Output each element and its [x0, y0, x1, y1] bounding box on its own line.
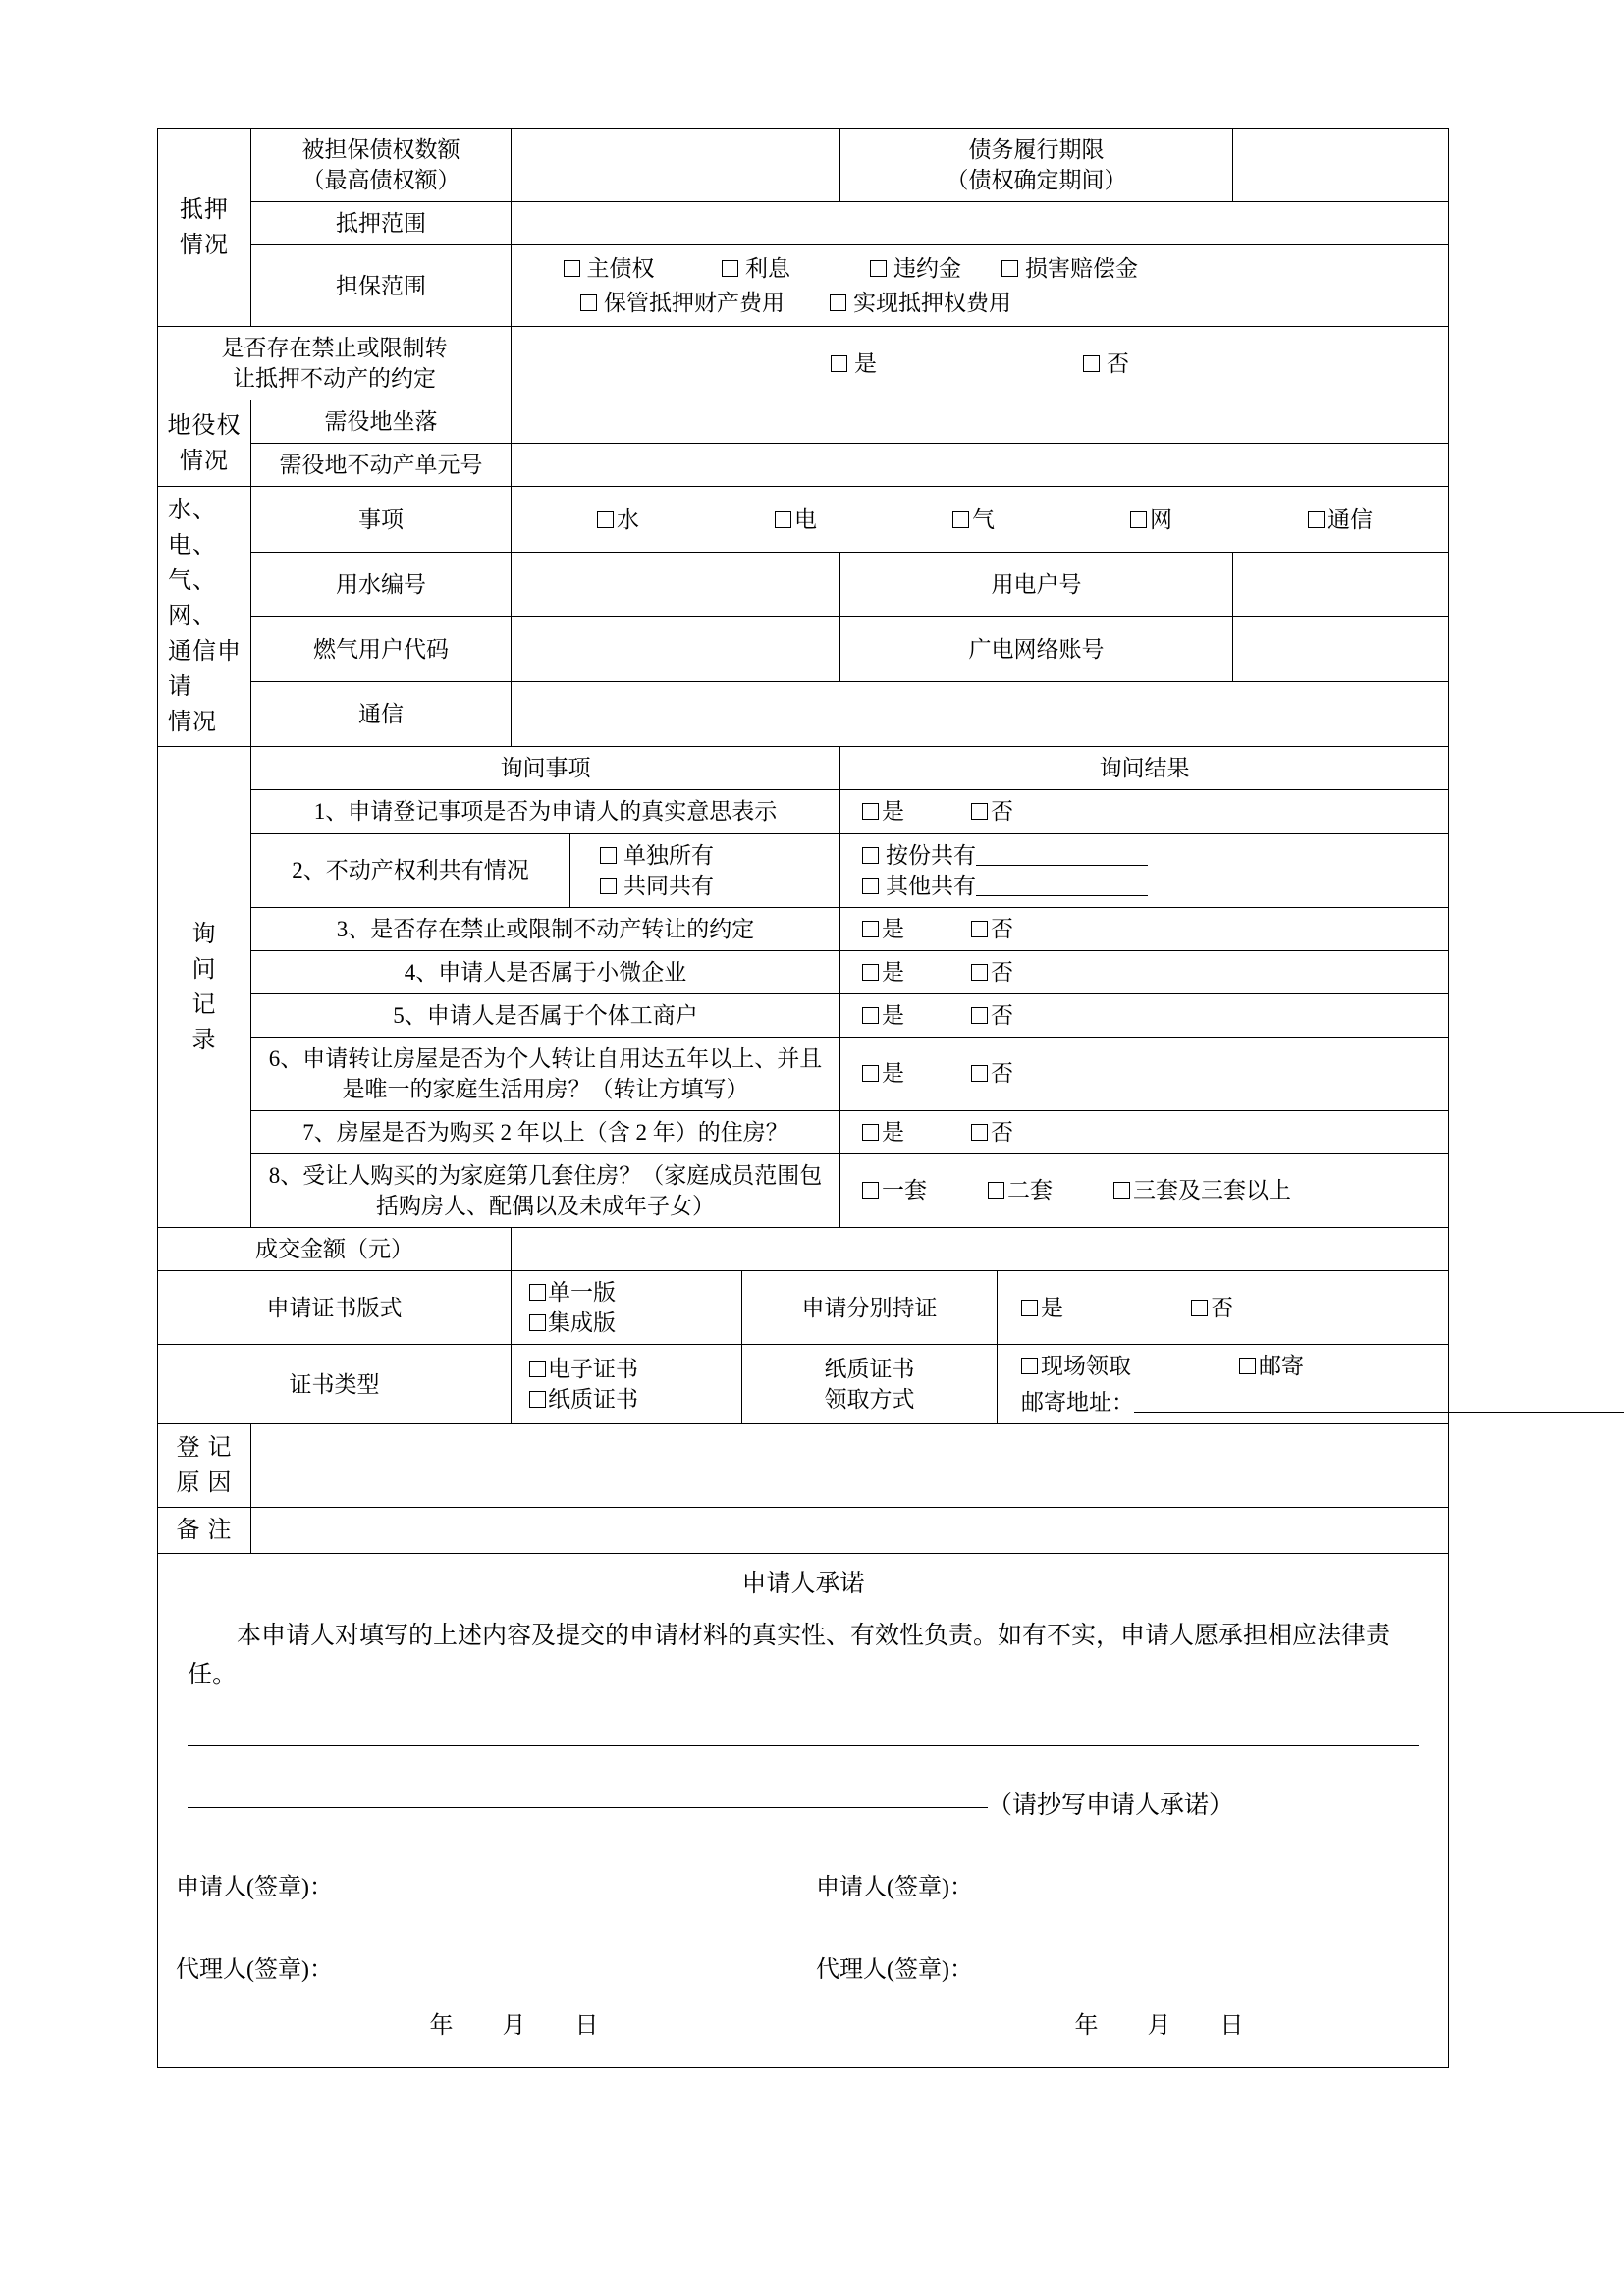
receive-option-onsite[interactable]: 现场领取 — [1021, 1351, 1131, 1381]
promise-body: 本申请人对填写的上述内容及提交的申请材料的真实性、有效性负责。如有不实，申请人愿承担相应法律责任。 — [188, 1622, 1391, 1688]
checkbox-icon[interactable] — [830, 294, 846, 311]
checkbox-icon[interactable] — [1113, 1182, 1130, 1199]
easement-row-2 — [158, 444, 1449, 487]
secured-claim-value[interactable] — [512, 129, 840, 202]
promise-copy-note: （请抄写申请人承诺） — [988, 1791, 1234, 1819]
inquiry-col-result: 询问结果 — [840, 747, 1449, 790]
mortgage-row-2 — [158, 202, 1449, 245]
sub-option-joint[interactable]: 共同共有 — [600, 871, 832, 901]
water-no-label: 用水编号 — [251, 552, 512, 616]
checkbox-icon[interactable] — [1083, 355, 1100, 372]
answer-yes[interactable]: 是 — [862, 914, 904, 944]
debt-term-value[interactable] — [1233, 129, 1449, 202]
inquiry-row-8 — [158, 1153, 1449, 1227]
inquiry-question-7: 7、房屋是否为购买 2 年以上（含 2 年）的住房？ — [251, 1110, 840, 1153]
register-reason-row — [158, 1424, 1449, 1508]
mortgage-scope-label: 抵押范围 — [251, 202, 512, 245]
promise-title: 申请人承诺 — [741, 1571, 865, 1598]
inquiry-answer-2 — [840, 833, 1449, 907]
utility-option-gas[interactable]: 气 — [952, 505, 995, 535]
separate-hold-label: 申请分别持证 — [742, 1271, 998, 1345]
date-field-1[interactable]: 年 月 日 — [429, 2012, 621, 2039]
guarantee-option-interest[interactable]: 利息 — [682, 253, 830, 284]
result-option-other[interactable]: 其他共有 — [862, 871, 1440, 901]
checkbox-icon[interactable] — [862, 847, 879, 864]
utilities-row-1 — [158, 487, 1449, 552]
electric-no-value[interactable] — [1233, 552, 1449, 616]
inquiry-answer-8 — [840, 1153, 1449, 1227]
inquiry-answer-1 — [840, 790, 1449, 833]
remark-value[interactable] — [251, 1508, 1449, 1554]
inquiry-col-question: 询问事项 — [251, 747, 840, 790]
inquiry-row-7 — [158, 1110, 1449, 1153]
checkbox-icon[interactable] — [952, 511, 969, 528]
water-no-value[interactable] — [512, 552, 840, 616]
checkbox-icon[interactable] — [1130, 511, 1147, 528]
checkbox-icon[interactable] — [831, 355, 847, 372]
mortgage-scope-value[interactable] — [512, 202, 1449, 245]
checkbox-icon[interactable] — [862, 1065, 879, 1082]
inquiry-row-1 — [158, 790, 1449, 833]
mortgage-restriction-row — [158, 327, 1449, 400]
promise-row — [158, 1554, 1449, 2068]
checkbox-icon[interactable] — [862, 1182, 879, 1199]
checkbox-icon[interactable] — [971, 921, 988, 937]
checkbox-icon[interactable] — [971, 1007, 988, 1024]
mortgage-row-3 — [158, 245, 1449, 327]
remark-row — [158, 1508, 1449, 1554]
version-option-single[interactable]: 单一版 — [519, 1277, 733, 1308]
signature-gap — [158, 1903, 1448, 1954]
mortgage-restriction-options — [512, 327, 1449, 400]
utilities-section-label: 水、电、 气、网、 通信申请 情况 — [158, 487, 251, 747]
checkbox-icon[interactable] — [722, 260, 738, 277]
signature-area — [158, 1823, 1448, 2067]
utilities-row-3 — [158, 616, 1449, 681]
applicant-signature-2[interactable]: 申请人(签章)： — [816, 1874, 973, 1900]
separate-hold-options — [998, 1271, 1449, 1345]
amount-row — [158, 1227, 1449, 1270]
checkbox-icon[interactable] — [1239, 1358, 1256, 1374]
answer-no[interactable]: 否 — [971, 796, 1013, 827]
gas-code-value[interactable] — [512, 616, 840, 681]
utility-option-telecom[interactable]: 通信 — [1308, 505, 1373, 535]
agent-signature-2[interactable]: 代理人(签章)： — [816, 1957, 973, 1984]
mail-address-field[interactable] — [1134, 1395, 1624, 1413]
promise-write-line-2-row — [158, 1746, 1448, 1823]
applicant-signature-row — [158, 1872, 1448, 1903]
checkbox-icon[interactable] — [580, 294, 597, 311]
checkbox-icon[interactable] — [597, 511, 614, 528]
utilities-item-label: 事项 — [251, 487, 512, 552]
inquiry-answer-5 — [840, 993, 1449, 1037]
inquiry-question-3: 3、是否存在禁止或限制不动产转让的约定 — [251, 907, 840, 950]
telecom-label: 通信 — [251, 682, 512, 747]
inquiry-question-2: 2、不动产权利共有情况 — [251, 833, 570, 907]
amount-label: 成交金额（元） — [158, 1227, 512, 1270]
remark-label: 备 注 — [158, 1508, 251, 1554]
separate-hold-no[interactable]: 否 — [1191, 1293, 1233, 1323]
other-blank-field[interactable] — [976, 879, 1148, 896]
gas-code-label: 燃气用户代码 — [251, 616, 512, 681]
inquiry-row-4 — [158, 950, 1449, 993]
checkbox-icon[interactable] — [600, 847, 617, 864]
inquiry-section-label: 询 问 记 录 — [158, 747, 251, 1228]
restriction-option-yes[interactable]: 是 — [831, 348, 877, 379]
sub-option-sole[interactable]: 单独所有 — [600, 840, 832, 871]
utility-option-water[interactable]: 水 — [597, 505, 639, 535]
inquiry-question-6: 6、申请转让房屋是否为个人转让自用达五年以上、并且是唯一的家庭生活用房？（转让方填写） — [251, 1037, 840, 1110]
checkbox-icon[interactable] — [971, 964, 988, 981]
inquiry-question-1: 1、申请登记事项是否为申请人的真实意思表示 — [251, 790, 840, 833]
date-row — [158, 1987, 1448, 2042]
checkbox-icon[interactable] — [862, 1007, 879, 1024]
easement-row-1 — [158, 400, 1449, 444]
version-option-integrated[interactable]: 集成版 — [519, 1308, 733, 1338]
inquiry-question-2-suboptions — [570, 833, 840, 907]
checkbox-icon[interactable] — [971, 1065, 988, 1082]
certificate-version-label: 申请证书版式 — [158, 1271, 512, 1345]
easement-unit-no-label: 需役地不动产单元号 — [251, 444, 512, 487]
electric-no-label: 用电户号 — [840, 552, 1233, 616]
checkbox-icon[interactable] — [1308, 511, 1325, 528]
checkbox-icon[interactable] — [862, 803, 879, 820]
checkbox-icon[interactable] — [1021, 1300, 1038, 1316]
tv-account-label: 广电网络账号 — [840, 616, 1233, 681]
certificate-type-options — [512, 1345, 742, 1424]
utilities-row-2 — [158, 552, 1449, 616]
inquiry-answer-3 — [840, 907, 1449, 950]
checkbox-icon[interactable] — [862, 1124, 879, 1141]
guarantee-option-custody-fee[interactable]: 保管抵押财产费用 — [535, 288, 830, 318]
secured-claim-label: 被担保债权数额 （最高债权额） — [251, 129, 512, 202]
date-field-2[interactable]: 年 月 日 — [1074, 2012, 1266, 2039]
registration-form-table — [157, 128, 1449, 2068]
checkbox-icon[interactable] — [1001, 260, 1018, 277]
register-reason-value[interactable] — [251, 1424, 1449, 1508]
checkbox-icon[interactable] — [971, 1124, 988, 1141]
utility-option-electric[interactable]: 电 — [775, 505, 817, 535]
guarantee-scope-label: 担保范围 — [251, 245, 512, 327]
inquiry-answer-6 — [840, 1037, 1449, 1110]
easement-unit-no-value[interactable] — [512, 444, 1449, 487]
result-option-share[interactable]: 按份共有 — [862, 840, 1440, 871]
debt-term-label: 债务履行期限 （债权确定期间） — [840, 129, 1233, 202]
receive-options — [998, 1345, 1449, 1424]
guarantee-option-penalty[interactable]: 违约金 — [830, 253, 1001, 284]
inquiry-row-6 — [158, 1037, 1449, 1110]
receive-option-mail[interactable]: 邮寄 — [1239, 1351, 1304, 1381]
checkbox-icon[interactable] — [971, 803, 988, 820]
mortgage-section-label: 抵押 情况 — [158, 129, 251, 327]
agent-signature-row — [158, 1954, 1448, 1986]
mortgage-row-1 — [158, 129, 1449, 202]
inquiry-answer-4 — [840, 950, 1449, 993]
inquiry-row-2 — [158, 833, 1449, 907]
tv-account-value[interactable] — [1233, 616, 1449, 681]
checkbox-icon[interactable] — [1191, 1300, 1208, 1316]
agent-signature-1[interactable]: 代理人(签章)： — [176, 1957, 333, 1984]
type-option-paper[interactable]: 纸质证书 — [519, 1384, 733, 1415]
promise-block — [158, 1554, 1449, 2068]
easement-location-label: 需役地坐落 — [251, 400, 512, 444]
guarantee-scope-options — [512, 245, 1449, 327]
certificate-version-options — [512, 1271, 742, 1345]
inquiry-question-8: 8、受让人购买的为家庭第几套住房？（家庭成员范围包括购房人、配偶以及未成年子女） — [251, 1153, 840, 1227]
easement-location-value[interactable] — [512, 400, 1449, 444]
certificate-type-row — [158, 1345, 1449, 1424]
answer-no[interactable]: 否 — [971, 1117, 1013, 1148]
answer-yes[interactable]: 是 — [862, 1117, 904, 1148]
inquiry-row-3 — [158, 907, 1449, 950]
checkbox-icon[interactable] — [1021, 1358, 1038, 1374]
register-reason-label: 登 记 原 因 — [158, 1424, 251, 1508]
checkbox-icon[interactable] — [529, 1314, 546, 1331]
restriction-option-no[interactable]: 否 — [1083, 348, 1129, 379]
utility-option-network[interactable]: 网 — [1130, 505, 1172, 535]
answer-no[interactable]: 否 — [971, 1000, 1013, 1031]
inquiry-row-5 — [158, 993, 1449, 1037]
applicant-signature-1[interactable]: 申请人(签章)： — [176, 1874, 333, 1900]
checkbox-icon[interactable] — [564, 260, 580, 277]
checkbox-icon[interactable] — [862, 921, 879, 937]
guarantee-option-damages[interactable]: 损害赔偿金 — [1001, 253, 1138, 284]
certificate-version-row — [158, 1271, 1449, 1345]
utilities-item-options — [512, 487, 1449, 552]
promise-write-line-2[interactable] — [188, 1806, 988, 1808]
checkbox-icon[interactable] — [529, 1391, 546, 1408]
answer-no[interactable]: 否 — [971, 957, 1013, 988]
answer-yes[interactable]: 是 — [862, 1058, 904, 1089]
separate-hold-yes[interactable]: 是 — [1021, 1293, 1063, 1323]
answer-yes[interactable]: 是 — [862, 1000, 904, 1031]
certificate-type-label: 证书类型 — [158, 1345, 512, 1424]
answer-two-houses[interactable]: 二套 — [988, 1175, 1053, 1205]
answer-yes[interactable]: 是 — [862, 796, 904, 827]
checkbox-icon[interactable] — [870, 260, 887, 277]
inquiry-question-5: 5、申请人是否属于个体工商户 — [251, 993, 840, 1037]
amount-value[interactable] — [512, 1227, 1449, 1270]
inquiry-answer-7 — [840, 1110, 1449, 1153]
type-option-electronic[interactable]: 电子证书 — [519, 1354, 733, 1384]
easement-section-label: 地役权 情况 — [158, 400, 251, 487]
mail-address-label: 邮寄地址： — [1021, 1390, 1135, 1415]
utilities-row-4 — [158, 682, 1449, 747]
answer-no[interactable]: 否 — [971, 914, 1013, 944]
share-blank-field[interactable] — [976, 848, 1148, 866]
guarantee-option-realization-fee[interactable]: 实现抵押权费用 — [830, 288, 1011, 318]
answer-yes[interactable]: 是 — [862, 957, 904, 988]
telecom-value[interactable] — [512, 682, 1449, 747]
checkbox-icon[interactable] — [862, 964, 879, 981]
checkbox-icon[interactable] — [600, 878, 617, 894]
inquiry-header-row — [158, 747, 1449, 790]
inquiry-question-4: 4、申请人是否属于小微企业 — [251, 950, 840, 993]
checkbox-icon[interactable] — [529, 1284, 546, 1301]
checkbox-icon[interactable] — [862, 878, 879, 894]
guarantee-option-main-claim[interactable]: 主债权 — [535, 253, 682, 284]
checkbox-icon[interactable] — [988, 1182, 1004, 1199]
paper-receive-label: 纸质证书 领取方式 — [742, 1345, 998, 1424]
mortgage-restriction-label: 是否存在禁止或限制转 让抵押不动产的约定 — [158, 327, 512, 400]
checkbox-icon[interactable] — [775, 511, 791, 528]
checkbox-icon[interactable] — [529, 1361, 546, 1377]
answer-no[interactable]: 否 — [971, 1058, 1013, 1089]
answer-one-house[interactable]: 一套 — [862, 1175, 927, 1205]
answer-three-or-more-houses[interactable]: 三套及三套以上 — [1113, 1175, 1291, 1205]
